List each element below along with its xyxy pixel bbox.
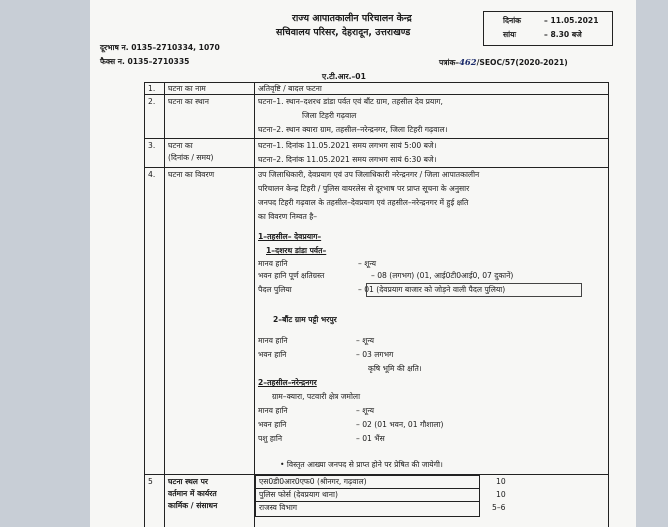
document-page: [90, 0, 636, 527]
loss-label: भवन हानि: [258, 420, 287, 429]
incident-time-line: घटना–2. दिनांक 11.05.2021 समय लगभग सायं 6:30 बजे।: [258, 155, 437, 164]
loss-value: – 03 लगभग: [356, 350, 394, 359]
resource-count: 10: [496, 477, 506, 486]
loss-extra: कृषि भूमि की क्षति।: [368, 364, 422, 373]
row-number: 5: [148, 477, 153, 486]
row-label: घटना का विवरण: [168, 170, 215, 179]
tehsil-heading: 1–तहसील– देवप्रयाग–: [258, 232, 322, 241]
row-label: घटना स्थल पर: [168, 477, 209, 486]
report-title: ए.टी.आर.–01: [322, 72, 366, 81]
row-number: 2.: [148, 97, 156, 106]
incident-name: अतिवृष्टि / बादल फटना: [258, 84, 322, 93]
row-number: 4.: [148, 170, 156, 179]
time-value: – 8.30 बजे: [544, 30, 582, 39]
description-line: का विवरण निम्वत है–: [258, 212, 318, 221]
date-value: – 11.05.2021: [544, 16, 599, 25]
loss-label: मानव हानि: [258, 336, 288, 345]
loss-value: – 02 (01 भवन, 01 गौशाला): [356, 420, 444, 429]
loss-value: – शून्य: [356, 336, 375, 345]
loss-value: – शून्य: [356, 406, 375, 415]
resource-count: 5–6: [492, 503, 506, 512]
loss-value: – शून्य: [358, 259, 377, 268]
resource-count: 10: [496, 490, 506, 499]
office-title: राज्य आपातकालीन परिचालन केन्द्र: [292, 13, 412, 24]
loss-label: भवन हानि: [258, 350, 287, 359]
place-heading: 1–दशरथ डांडा पर्वत–: [266, 246, 327, 255]
loss-label: मानव हानि: [258, 259, 288, 268]
office-address: सचिवालय परिसर, देहरादून, उत्तराखण्ड: [276, 27, 411, 38]
reference-handwritten: 462: [459, 57, 477, 67]
place-heading: 2–बौंट ग्राम पट्टी भरपुर: [273, 315, 337, 324]
description-line: जनपद टिहरी गढ़वाल के तहसील–देवप्रयाग एवं तहसील–नरेन्द्रनगर में हुई क्षति: [258, 198, 469, 207]
row-label: कार्मिक / संसाधन: [168, 501, 218, 510]
resource-name: एस0डी0आर0एफ0 (श्रीनगर, गढ़वाल): [259, 477, 367, 486]
fax-number: फैक्स न. 0135–2710335: [100, 57, 190, 66]
row-label: (दिनांक / समय): [168, 153, 214, 162]
row-label: घटना का: [168, 141, 193, 150]
loss-value: – 08 (लगभग) (01, आई0टी0आई0, 07 दुकानें): [371, 271, 514, 280]
loss-value: – 01 भैंस: [356, 434, 385, 443]
incident-location-line: जिला टिहरी गढ़वाल: [302, 111, 357, 120]
incident-location-line: घटना–1. स्थान–दशरथ डांडा पर्वत एवं बौंट ग्राम, तहसील देव प्रयाग,: [258, 97, 443, 106]
row-number: 3.: [148, 141, 156, 150]
loss-label: मानव हानि: [258, 406, 288, 415]
loss-label: भवन हानि पूर्ण क्षतिग्रस्त: [258, 271, 325, 280]
tehsil-heading: 2–तहसील–नरेन्द्रनगर: [258, 378, 317, 387]
loss-label: पशु हानि: [258, 434, 283, 443]
row-label: वर्तमान में कार्यरत: [168, 489, 217, 498]
incident-time-line: घटना–1. दिनांक 11.05.2021 समय लगभग सायं 5:00 बजे।: [258, 141, 437, 150]
loss-label: पैदल पुलिया: [258, 285, 292, 294]
followup-note: • विस्तृत आख्या जनपद से प्राप्त होने पर प्रेषित की जायेगी।: [280, 460, 443, 469]
place-heading: ग्राम–क्यारा, पटवारी क्षेत्र जमोला: [272, 392, 361, 401]
loss-value: – 01 (देवप्रयाग बाजार को जोड़ने वाली पैदल पुलिया): [358, 285, 506, 294]
phone-number: दूरभाष न. 0135–2710334, 1070: [100, 43, 220, 52]
incident-location-line: घटना–2. स्थान क्यारा ग्राम, तहसील–नरेन्द्रनगर, जिला टिहरी गढ़वाल।: [258, 125, 448, 134]
row-label: घटना का नाम: [168, 84, 206, 93]
row-label: घटना का स्थान: [168, 97, 209, 106]
footbridge-highlight-box: [366, 283, 582, 297]
time-label: सांयः: [503, 30, 517, 39]
description-line: परिचालन केन्द्र टिहरी / पुलिस वायरलेस से दूरभाष पर प्राप्त सूचना के अनुसार: [258, 184, 470, 193]
reference-prefix: पत्रांक–: [439, 58, 460, 67]
reference-suffix: /SEOC/57(2020-2021): [476, 58, 568, 67]
reference-number: [439, 57, 568, 68]
date-label: दिनांक: [503, 16, 522, 25]
row-number: 1.: [148, 84, 156, 93]
description-line: उप जिलाधिकारी, देवप्रयाग एवं उप जिलाधिकारी नरेन्द्रनगर / जिला आपातकालीन: [258, 170, 480, 179]
resource-name: राजस्व विभाग: [259, 503, 298, 512]
resource-name: पुलिस फोर्स (देवप्रयाग थाना): [259, 490, 338, 499]
